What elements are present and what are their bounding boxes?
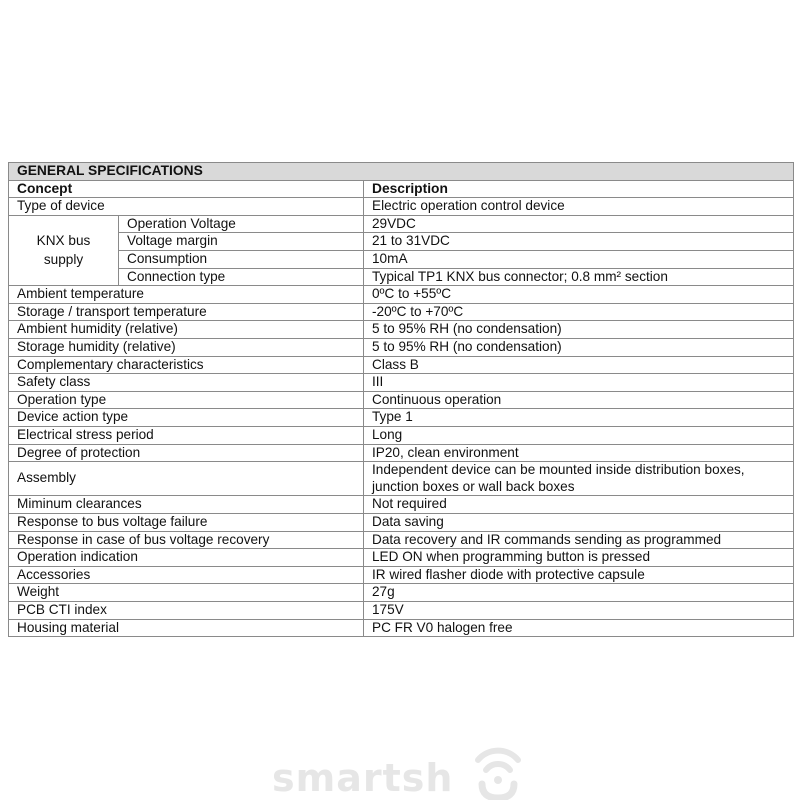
table-row	[9, 391, 794, 409]
description-cell: -20ºC to +70ºC	[364, 303, 794, 321]
header-concept: Concept	[9, 180, 364, 198]
table-header-row	[9, 180, 794, 198]
concept-cell: Electrical stress period	[9, 426, 364, 444]
description-cell: III	[364, 374, 794, 392]
table-row	[9, 444, 794, 462]
concept-cell: Voltage margin	[119, 233, 364, 251]
table-row	[9, 250, 794, 268]
concept-cell: PCB CTI index	[9, 602, 364, 620]
table-row	[9, 286, 794, 304]
header-description: Description	[364, 180, 794, 198]
assembly-description-line-2: junction boxes or wall back boxes	[372, 478, 575, 494]
description-cell: 175V	[364, 602, 794, 620]
watermark-text: smartsh	[272, 756, 454, 800]
description-cell: LED ON when programming button is pressed	[364, 549, 794, 567]
concept-cell: Consumption	[119, 250, 364, 268]
concept-cell: Safety class	[9, 374, 364, 392]
smartsho-watermark	[272, 740, 532, 800]
table-row	[9, 514, 794, 532]
concept-cell: Response to bus voltage failure	[9, 514, 364, 532]
concept-cell: Device action type	[9, 409, 364, 427]
table-row	[9, 496, 794, 514]
description-cell: 10mA	[364, 250, 794, 268]
description-cell: Continuous operation	[364, 391, 794, 409]
description-cell: PC FR V0 halogen free	[364, 619, 794, 637]
table-title-row	[9, 163, 794, 181]
description-cell: Data recovery and IR commands sending as programmed	[364, 531, 794, 549]
table-row	[9, 338, 794, 356]
table-row	[9, 233, 794, 251]
description-cell: Data saving	[364, 514, 794, 532]
description-cell: 5 to 95% RH (no condensation)	[364, 321, 794, 339]
concept-cell: Degree of protection	[9, 444, 364, 462]
description-cell: Not required	[364, 496, 794, 514]
concept-cell: Operation type	[9, 391, 364, 409]
wifi-signal-icon	[470, 740, 526, 800]
table-row	[9, 531, 794, 549]
concept-cell: Ambient humidity (relative)	[9, 321, 364, 339]
description-cell: Electric operation control device	[364, 198, 794, 216]
description-cell: 27g	[364, 584, 794, 602]
concept-cell: Storage / transport temperature	[9, 303, 364, 321]
description-cell: Type 1	[364, 409, 794, 427]
concept-cell: Miminum clearances	[9, 496, 364, 514]
description-cell: 5 to 95% RH (no condensation)	[364, 338, 794, 356]
table-row	[9, 268, 794, 286]
table-row	[9, 356, 794, 374]
description-cell: Class B	[364, 356, 794, 374]
concept-cell: Housing material	[9, 619, 364, 637]
concept-cell: Assembly	[9, 462, 364, 496]
table-title: GENERAL SPECIFICATIONS	[9, 163, 794, 181]
table-row	[9, 584, 794, 602]
assembly-description-line-1: Independent device can be mounted inside distribution boxes,	[372, 462, 745, 478]
concept-cell: Operation indication	[9, 549, 364, 567]
description-cell: Long	[364, 426, 794, 444]
description-cell: 21 to 31VDC	[364, 233, 794, 251]
table-row	[9, 566, 794, 584]
knx-bus-supply-text: KNX bus supply	[36, 233, 91, 268]
concept-cell: Storage humidity (relative)	[9, 338, 364, 356]
table-row	[9, 374, 794, 392]
table-row	[9, 549, 794, 567]
table-row	[9, 198, 794, 216]
table-row	[9, 321, 794, 339]
table-row	[9, 409, 794, 427]
concept-cell: Connection type	[119, 268, 364, 286]
description-cell: Typical TP1 KNX bus connector; 0.8 mm² section	[364, 268, 794, 286]
description-cell: 29VDC	[364, 215, 794, 233]
concept-cell: Accessories	[9, 566, 364, 584]
table-row	[9, 602, 794, 620]
concept-cell: Complementary characteristics	[9, 356, 364, 374]
concept-cell: Response in case of bus voltage recovery	[9, 531, 364, 549]
concept-cell: Weight	[9, 584, 364, 602]
concept-cell: Type of device	[9, 198, 364, 216]
concept-cell: Operation Voltage	[119, 215, 364, 233]
table-row	[9, 619, 794, 637]
general-specifications-table	[8, 162, 794, 637]
description-cell: 0ºC to +55ºC	[364, 286, 794, 304]
table-row	[9, 215, 794, 233]
knx-bus-supply-label	[9, 215, 119, 285]
table-row-assembly	[9, 462, 794, 496]
table-row	[9, 303, 794, 321]
concept-cell: Ambient temperature	[9, 286, 364, 304]
description-cell	[364, 462, 794, 496]
table-row	[9, 426, 794, 444]
description-cell: IR wired flasher diode with protective capsule	[364, 566, 794, 584]
description-cell: IP20, clean environment	[364, 444, 794, 462]
